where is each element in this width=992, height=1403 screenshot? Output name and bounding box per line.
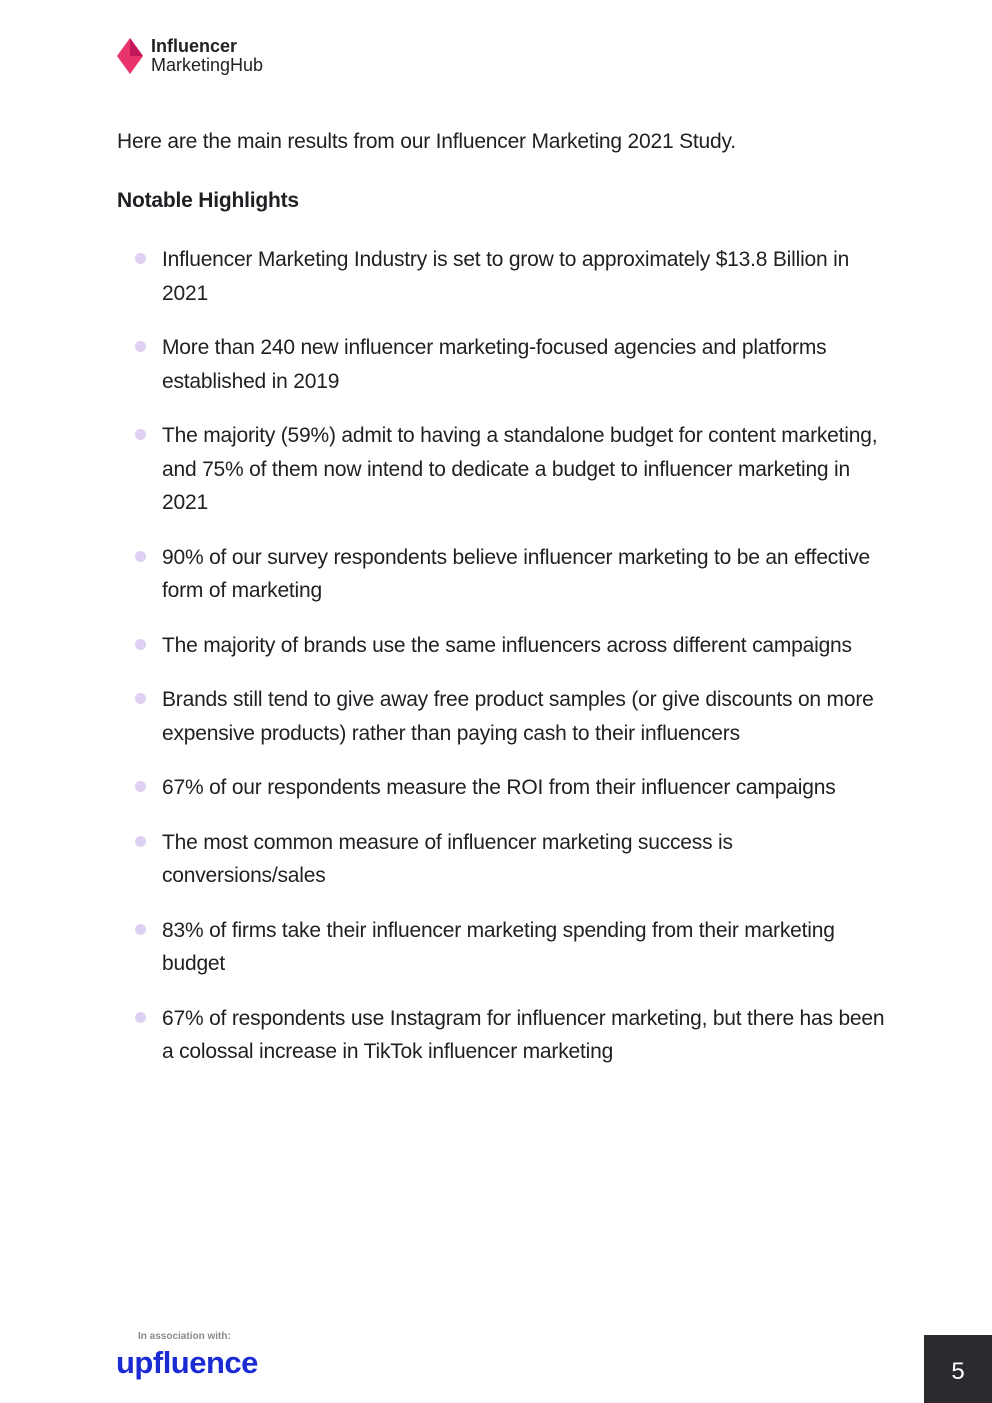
bullet-icon	[135, 1012, 146, 1023]
highlight-text: The majority (59%) admit to having a standalone budget for content marketing, and 75% of them now intend to dedicate a budget to influencer marketing in 2021	[162, 424, 878, 514]
bullet-icon	[135, 341, 146, 352]
highlight-item	[117, 419, 887, 520]
bullet-icon	[135, 551, 146, 562]
logo-line-2: MarketingHub	[151, 55, 264, 75]
bullet-icon	[135, 924, 146, 935]
highlight-text: The majority of brands use the same influencers across different campaigns	[162, 633, 852, 657]
highlight-item	[117, 1002, 887, 1069]
association-label: In association with:	[138, 1331, 231, 1342]
bullet-icon	[135, 429, 146, 440]
page-number: 5	[924, 1335, 992, 1403]
highlights-list	[117, 243, 887, 1090]
highlight-text: More than 240 new influencer marketing-focused agencies and platforms established in 2019	[162, 336, 827, 393]
influencer-marketing-hub-logo	[115, 36, 263, 76]
highlight-item	[117, 826, 887, 893]
logo-line-1: Influencer	[151, 36, 238, 56]
highlight-text: The most common measure of influencer marketing success is conversions/sales	[162, 830, 733, 887]
section-title: Notable Highlights	[117, 189, 299, 212]
highlight-text: 90% of our survey respondents believe influencer marketing to be an effective form of marketing	[162, 545, 870, 602]
highlight-item	[117, 914, 887, 981]
bullet-icon	[135, 836, 146, 847]
highlight-item	[117, 541, 887, 608]
upfluence-logo: upfluence	[116, 1345, 258, 1380]
logo-diamond-icon	[115, 36, 145, 76]
bullet-icon	[135, 639, 146, 650]
bullet-icon	[135, 781, 146, 792]
highlight-item	[117, 629, 887, 663]
intro-paragraph: Here are the main results from our Influencer Marketing 2021 Study.	[117, 130, 736, 153]
bullet-icon	[135, 253, 146, 264]
highlight-text: Influencer Marketing Industry is set to grow to approximately $13.8 Billion in 2021	[162, 248, 850, 305]
highlight-text: 83% of firms take their influencer marketing spending from their marketing budget	[162, 918, 835, 975]
highlight-text: 67% of respondents use Instagram for influencer marketing, but there has been a colossal increase in TikTok influencer marketing	[162, 1006, 885, 1063]
highlight-item	[117, 683, 887, 750]
highlight-item	[117, 331, 887, 398]
highlight-item	[117, 771, 887, 805]
bullet-icon	[135, 693, 146, 704]
highlight-text: 67% of our respondents measure the ROI from their influencer campaigns	[162, 776, 836, 799]
highlight-item	[117, 243, 887, 310]
highlight-text: Brands still tend to give away free product samples (or give discounts on more expensive products) rather than paying cash to their influencers	[162, 688, 874, 745]
